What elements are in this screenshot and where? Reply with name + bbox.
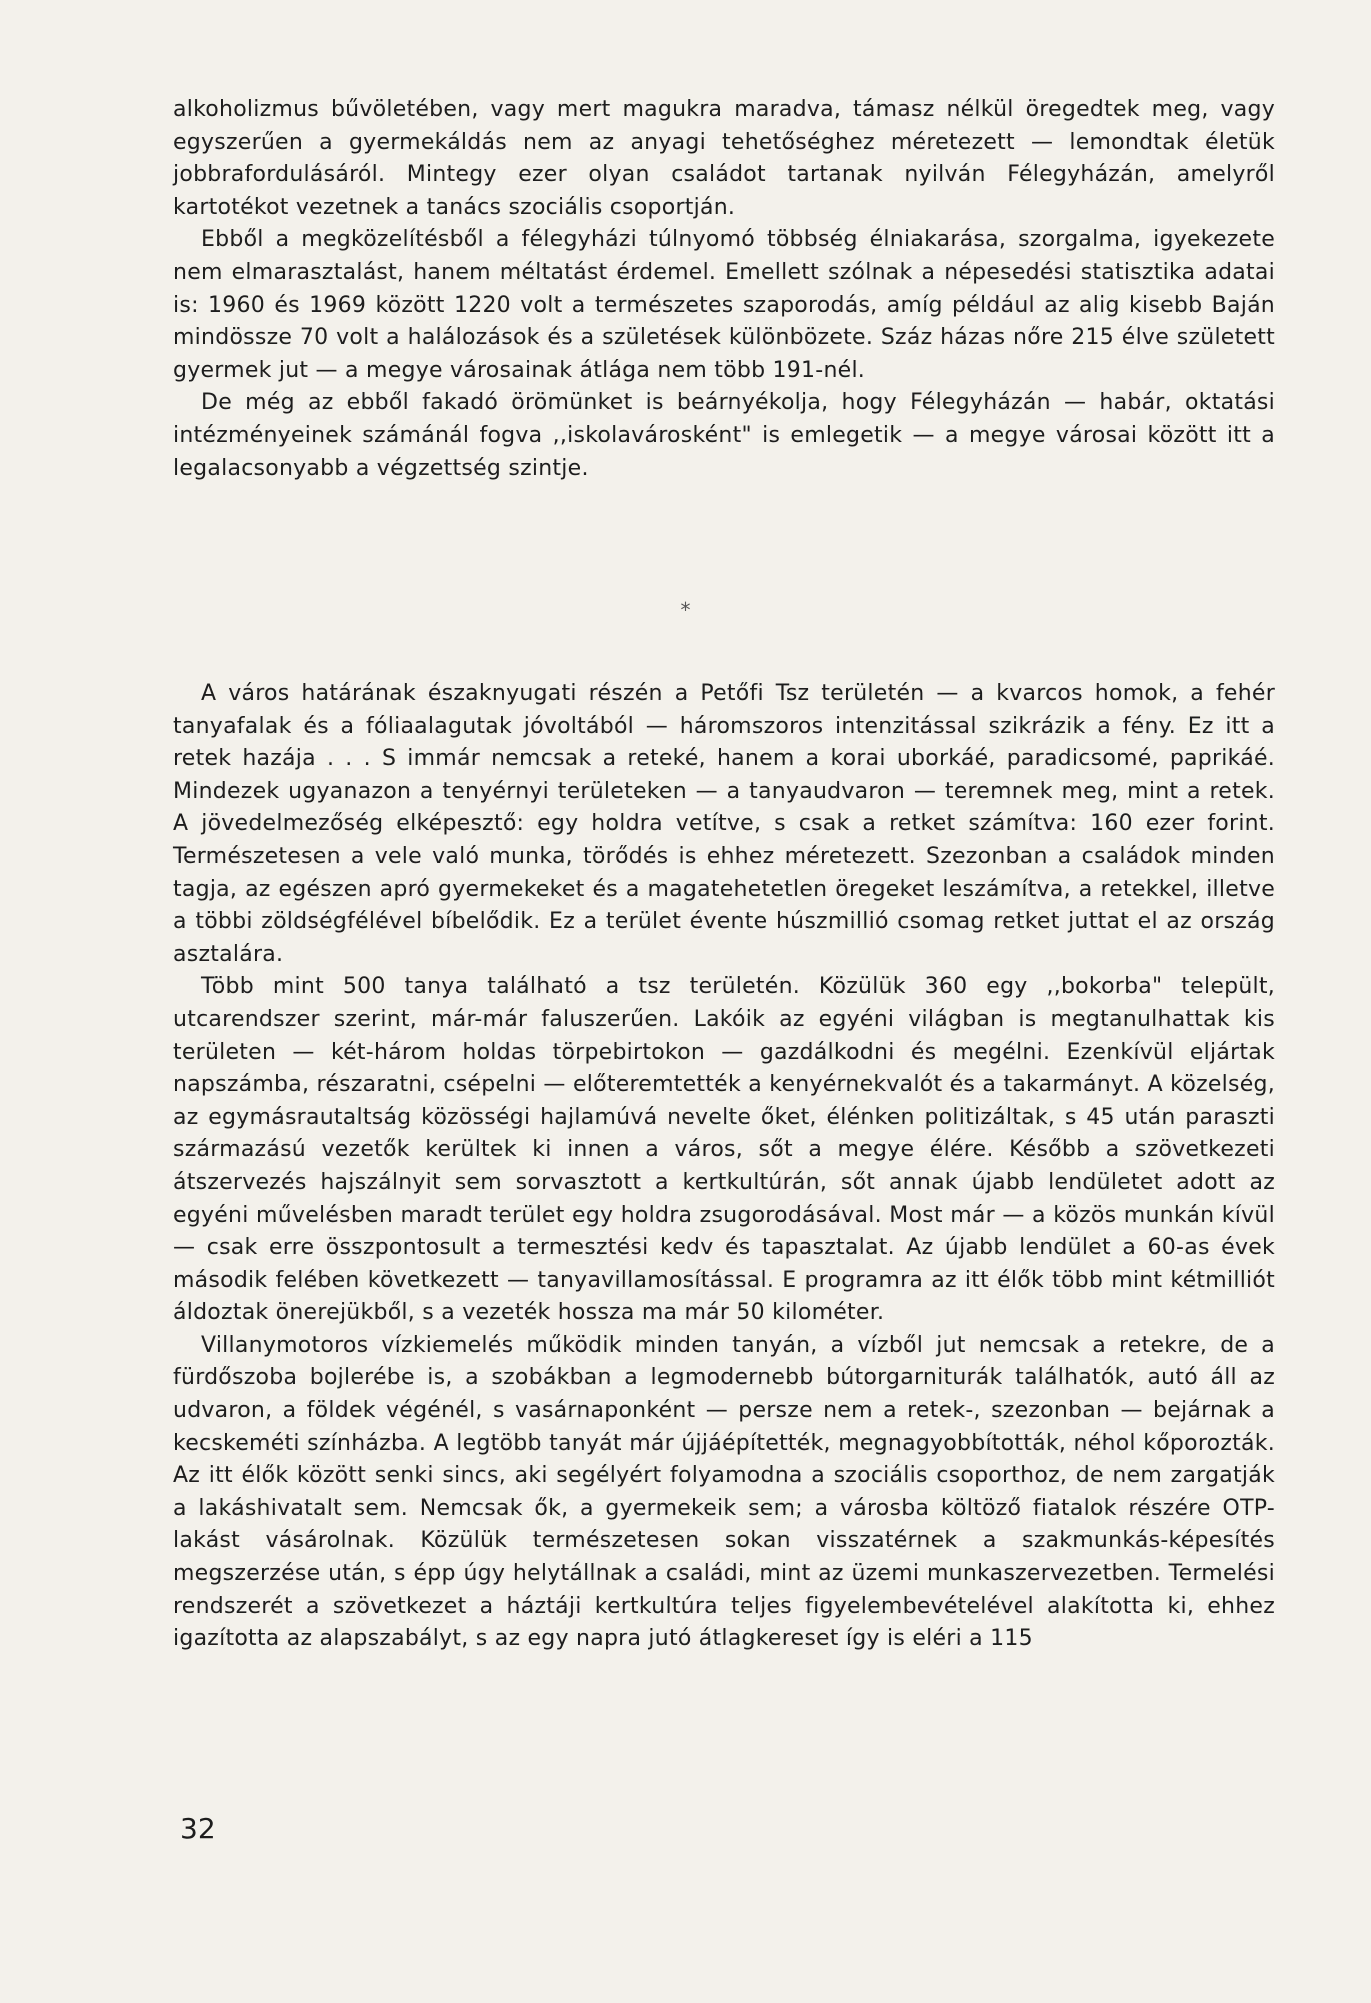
paragraph: alkoholizmus bűvöletében, vagy mert magukra maradva, támasz nélkül öregedtek meg, vagy egyszerűen a gyermekáldás nem az anyagi tehetőséghez méretezett — lemondtak életük jobbrafordulásáról. Mintegy ezer olyan családot tartanak nyilván Félegyházán, amelyről kartotékot vezetnek a tanács szociális csoportján. (173, 97, 1275, 220)
page-number: 32 (180, 1812, 216, 1845)
paragraph: Villanymotoros vízkiemelés működik minden tanyán, a vízből jut nemcsak a retekre, de a fürdőszoba bojlerébe is, a szobákban a legmodernebb bútorgarniturák találhatók, autó áll az udvaron, a földek végénél, s vasárnaponként — persze nem a retek-, szezonban — bejárnak a kecskeméti színházba. A legtöbb tanyát már újjáépítették, megnagyobbították, néhol kőporozták. Az itt élők között senki sincs, aki segélyért folyamodna a szociális csoporthoz, de nem zargatják a lakáshivatalt sem. Nemcsak ők, a gyermekeik sem; a városba költöző fiatalok részére OTP-lakást vásárolnak. Közülük természetesen sokan visszatérnek a szakmunkás-képesítés megszerzése után, s épp úgy helytállnak a családi, mint az üzemi munkaszervezetben. Termelési rendszerét a szövetkezet a háztáji kertkultúra teljes figyelembevételével alakította ki, ehhez igazította az alapszabályt, s az egy napra jutó átlagkereset így is eléri a 115 (173, 1332, 1275, 1652)
paragraph: Ebből a megközelítésből a félegyházi túlnyomó többség élniakarása, szorgalma, igyekezete nem elmarasztalást, hanem méltatást érdemel. Emellett szólnak a népesedési statisztika adatai is: 1960 és 1969 között 1220 volt a természetes szaporodás, amíg például az alig kisebb Baján mindössze 70 volt a halálozások és a születések különbözete. Száz házas nőre 215 élve született gyermek jut — a megye városainak átlága nem több 191-nél. (173, 227, 1275, 383)
paragraph: Több mint 500 tanya található a tsz területén. Közülük 360 egy ,,bokorba" települt, utcarendszer szerint, már-már faluszerűen. Lakóik az egyéni világban is megtanulhattak kis területen — két-három holdas törpebirtokon — gazdálkodni és megélni. Ezenkívül eljártak napszámba, részaratni, csépelni — előteremtették a kenyérnekvalót és a takarmányt. A közelség, az egymásrautaltság közösségi hajlamúvá nevelte őket, élénken politizáltak, s 45 után paraszti származású vezetők kerültek ki innen a város, sőt a megye élére. Később a szövetkezeti átszervezés hajszálnyit sem sorvasztott a kertkultúrán, sőt annak újabb lendületet adott az egyéni művelésben maradt terület egy holdra zsugorodásával. Most már — a közös munkán kívül — csak erre összpontosult a termesztési kedv és tapasztalat. Az újabb lendület a 60-as évek második felében következett — tanyavillamosítással. E programra az itt élők több mint kétmilliót áldoztak önerejükből, s a vezeték hossza ma már 50 kilométer. (173, 974, 1275, 1326)
paragraph: A város határának északnyugati részén a Petőfi Tsz területén — a kvarcos homok, a fehér tanyafalak és a fóliaalagutak jóvoltából — háromszoros intenzitással szikrázik a fény. Ez itt a retek hazája . . . S immár nemcsak a reteké, hanem a korai uborkáé, paradicsomé, paprikáé. Mindezek ugyanazon a tenyérnyi területeken — a tanyaudvaron — teremnek meg, mint a retek. A jövedelmezőség elképesztő: egy holdra vetítve, s csak a retket számítva: 160 ezer forint. Természetesen a vele való munka, törődés is ehhez méretezett. Szezonban a családok minden tagja, az egészen apró gyermekeket és a magatehetetlen öregeket leszámítva, a retekkel, illetve a többi zöldségfélével bíbelődik. Ez a terület évente húszmillió csomag retket juttat el az ország asztalára. (173, 681, 1275, 967)
paragraph: De még az ebből fakadó örömünket is beárnyékolja, hogy Félegyházán — habár, oktatási intézményeinek számánál fogva ,,iskolavárosként" is emlegetik — a megye városai között itt a legalacsonyabb a végzettség szintje. (173, 390, 1275, 481)
section-separator-asterisk: * (680, 598, 691, 622)
text-section-1 (173, 94, 1275, 485)
text-section-2 (173, 678, 1275, 1656)
